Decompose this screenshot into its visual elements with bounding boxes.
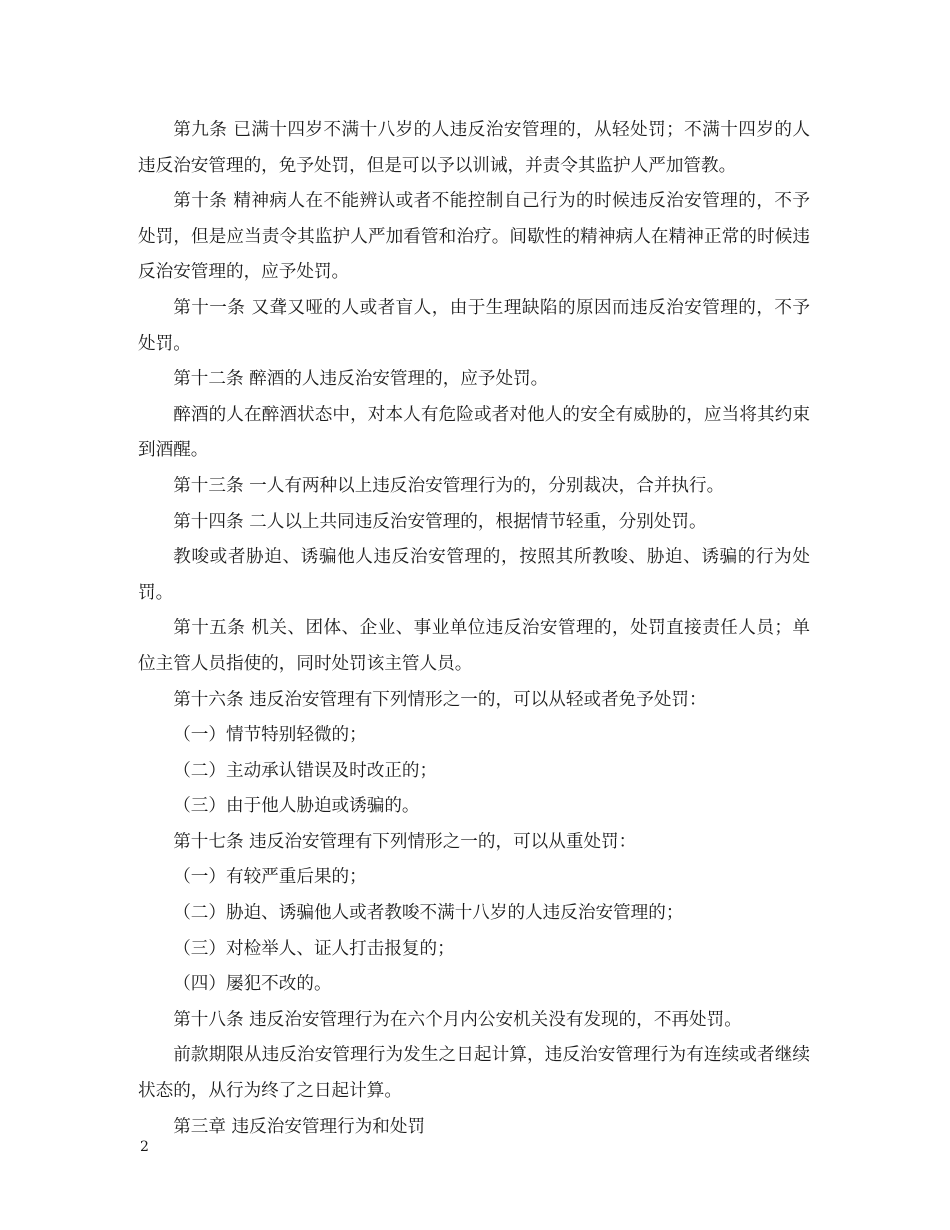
paragraph-article-11: 第十一条 又聋又哑的人或者盲人，由于生理缺陷的原因而违反治安管理的，不予处罚。	[138, 297, 810, 354]
document-body	[138, 113, 810, 1145]
paragraph-article-18: 第十八条 违反治安管理行为在六个月内公安机关没有发现的，不再处罚。	[173, 1009, 742, 1030]
list-item-16-1: （一）情节特别轻微的；	[173, 725, 367, 746]
paragraph-article-18-clause: 前款期限从违反治安管理行为发生之日起计算，违反治安管理行为有连续或者继续状态的，从行为终了之日起计算。	[138, 1045, 810, 1102]
chapter-heading: 第三章 违反治安管理行为和处罚	[173, 1116, 426, 1137]
paragraph-article-9: 第九条 已满十四岁不满十八岁的人违反治安管理的，从轻处罚；不满十四岁的人违反治安管理的，免予处罚，但是可以予以训诫，并责令其监护人严加管教。	[138, 120, 810, 176]
list-item-17-3: （三）对检举人、证人打击报复的；	[173, 938, 455, 959]
list-item-17-2: （二）胁迫、诱骗他人或者教唆不满十八岁的人违反治安管理的；	[173, 903, 684, 924]
paragraph-article-13: 第十三条 一人有两种以上违反治安管理行为的，分别裁决，合并执行。	[173, 475, 725, 496]
paragraph-article-16: 第十六条 违反治安管理有下列情形之一的，可以从轻或者免予处罚：	[173, 689, 707, 710]
list-item-16-3: （三）由于他人胁迫或诱骗的。	[173, 796, 420, 817]
paragraph-article-14: 第十四条 二人以上共同违反治安管理的，根据情节轻重，分别处罚。	[173, 511, 707, 532]
page-number: 2	[140, 1139, 149, 1155]
list-item-17-4: （四）屡犯不改的。	[173, 974, 332, 995]
list-item-17-1: （一）有较严重后果的；	[173, 867, 367, 888]
paragraph-article-12: 第十二条 醉酒的人违反治安管理的，应予处罚。	[173, 369, 549, 390]
paragraph-article-17: 第十七条 违反治安管理有下列情形之一的，可以从重处罚：	[173, 831, 637, 852]
paragraph-article-10: 第十条 精神病人在不能辨认或者不能控制自己行为的时候违反治安管理的，不予处罚，但是应当责令其监护人严加看管和治疗。间歇性的精神病人在精神正常的时候违反治安管理的，应予处罚。	[138, 191, 810, 283]
paragraph-article-15: 第十五条 机关、团体、企业、事业单位违反治安管理的，处罚直接责任人员；单位主管人员指使的，同时处罚该主管人员。	[138, 618, 810, 674]
list-item-16-2: （二）主动承认错误及时改正的；	[173, 760, 438, 781]
paragraph-article-12-clause: 醉酒的人在醉酒状态中，对本人有危险或者对他人的安全有威胁的，应当将其约束到酒醒。	[138, 404, 810, 461]
paragraph-article-14-clause: 教唆或者胁迫、诱骗他人违反治安管理的，按照其所教唆、胁迫、诱骗的行为处罚。	[138, 547, 810, 603]
